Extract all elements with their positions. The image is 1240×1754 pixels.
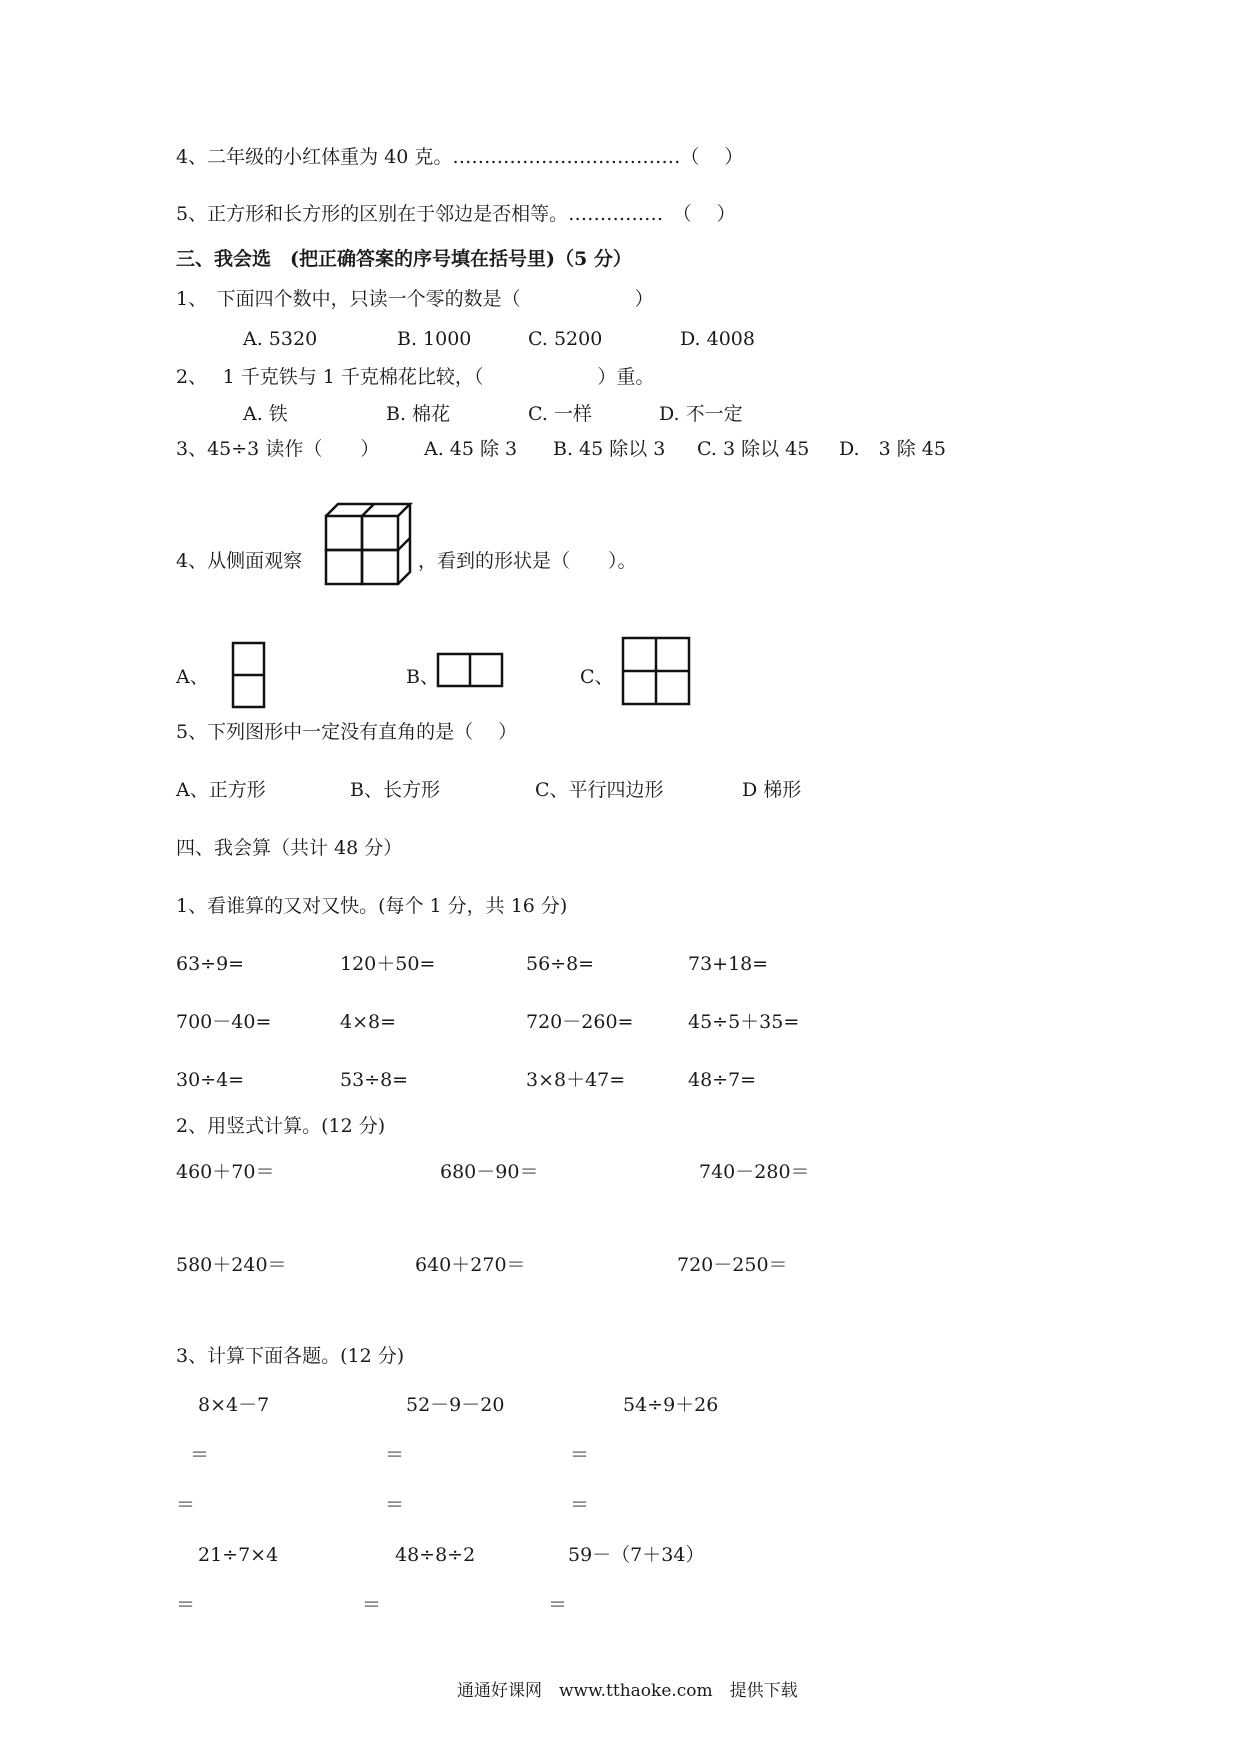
oral-calc-item: 120＋50=: [340, 953, 436, 975]
q1-option-c: C. 5200: [528, 328, 603, 350]
q4-option-a-label: A、: [176, 666, 209, 688]
oral-calc-item: 30÷4=: [176, 1069, 245, 1091]
equals-sign: ＝: [570, 1494, 590, 1516]
oral-calc-item: 700－40=: [176, 1011, 272, 1033]
q5-option-c: C、平行四边形: [535, 779, 664, 801]
q3-option-a: A. 45 除 3: [424, 438, 518, 460]
equals-sign: ＝: [385, 1494, 405, 1516]
q2-option-c: C. 一样: [528, 403, 592, 425]
q4-option-a-shape: [230, 640, 268, 710]
oral-calc-item: 3×8＋47=: [526, 1069, 626, 1091]
equals-sign: ＝: [570, 1444, 590, 1466]
equals-sign: ＝: [176, 1494, 196, 1516]
q3-option-d: D. 3 除 45: [839, 438, 946, 460]
part-3-title: 3、计算下面各题。(12 分): [176, 1345, 405, 1367]
q4-option-c-shape: [620, 635, 692, 707]
q1-option-b: B. 1000: [397, 328, 472, 350]
oral-calc-item: 56÷8=: [526, 953, 595, 975]
choice-question-3: 3、45÷3 读作（ ）: [176, 438, 380, 460]
vertical-calc-item: 460＋70＝: [176, 1161, 275, 1183]
equals-sign: ＝: [362, 1594, 382, 1616]
q2-option-b: B. 棉花: [386, 403, 451, 425]
equals-sign: ＝: [385, 1444, 405, 1466]
oral-calc-item: 48÷7=: [688, 1069, 757, 1091]
judge-question-5: 5、正方形和长方形的区别在于邻边是否相等。…………… （ ）: [176, 203, 736, 225]
oral-calc-item: 73+18=: [688, 953, 769, 975]
step-calc-expression: 21÷7×4: [198, 1544, 279, 1566]
part-2-title: 2、用竖式计算。(12 分): [176, 1115, 386, 1137]
q3-option-c: C. 3 除以 45: [697, 438, 810, 460]
step-calc-expression: 59－（7＋34）: [568, 1544, 705, 1566]
q4-option-b-shape: [435, 651, 505, 691]
q5-option-d: D 梯形: [742, 779, 802, 801]
choice-question-4-suffix: ，看到的形状是（ ）。: [418, 550, 637, 572]
step-calc-expression: 8×4－7: [198, 1394, 270, 1416]
oral-calc-item: 4×8=: [340, 1011, 397, 1033]
vertical-calc-item: 640＋270＝: [415, 1254, 526, 1276]
q1-option-a: A. 5320: [243, 328, 318, 350]
cube-stack-figure: [324, 502, 414, 588]
q3-option-b: B. 45 除以 3: [553, 438, 666, 460]
choice-question-1: 1、 下面四个数中，只读一个零的数是（ ）: [176, 288, 654, 310]
choice-question-4-prefix: 4、从侧面观察: [176, 550, 303, 572]
vertical-calc-item: 720－250＝: [677, 1254, 788, 1276]
q4-option-c-label: C、: [580, 666, 614, 688]
equals-sign: ＝: [176, 1594, 196, 1616]
judge-question-4: 4、二年级的小红体重为 40 克。………………………………（ ）: [176, 146, 744, 168]
section-3-heading: 三、我会选 (把正确答案的序号填在括号里)（5 分）: [176, 248, 632, 270]
q1-option-d: D. 4008: [680, 328, 755, 350]
q5-option-a: A、正方形: [176, 779, 266, 801]
oral-calc-item: 53÷8=: [340, 1069, 409, 1091]
vertical-calc-item: 680－90＝: [440, 1161, 539, 1183]
q2-option-d: D. 不一定: [659, 403, 743, 425]
equals-sign: ＝: [190, 1444, 210, 1466]
page-footer: 通通好课网 www.tthaoke.com 提供下载: [457, 1681, 798, 1701]
q2-option-a: A. 铁: [243, 403, 288, 425]
equals-sign: ＝: [548, 1594, 568, 1616]
oral-calc-item: 45÷5＋35=: [688, 1011, 800, 1033]
part-1-title: 1、看谁算的又对又快。(每个 1 分，共 16 分): [176, 895, 568, 917]
oral-calc-item: 720－260=: [526, 1011, 634, 1033]
step-calc-expression: 52－9－20: [406, 1394, 505, 1416]
q4-option-b-label: B、: [406, 666, 439, 688]
vertical-calc-item: 740－280＝: [699, 1161, 810, 1183]
step-calc-expression: 48÷8÷2: [395, 1544, 476, 1566]
step-calc-expression: 54÷9＋26: [623, 1394, 719, 1416]
oral-calc-item: 63÷9=: [176, 953, 245, 975]
choice-question-5: 5、下列图形中一定没有直角的是（ ）: [176, 721, 518, 743]
choice-question-2: 2、 1 千克铁与 1 千克棉花比较，（ ）重。: [176, 366, 655, 388]
section-4-heading: 四、我会算（共计 48 分）: [176, 837, 403, 859]
q5-option-b: B、长方形: [350, 779, 440, 801]
vertical-calc-item: 580＋240＝: [176, 1254, 287, 1276]
